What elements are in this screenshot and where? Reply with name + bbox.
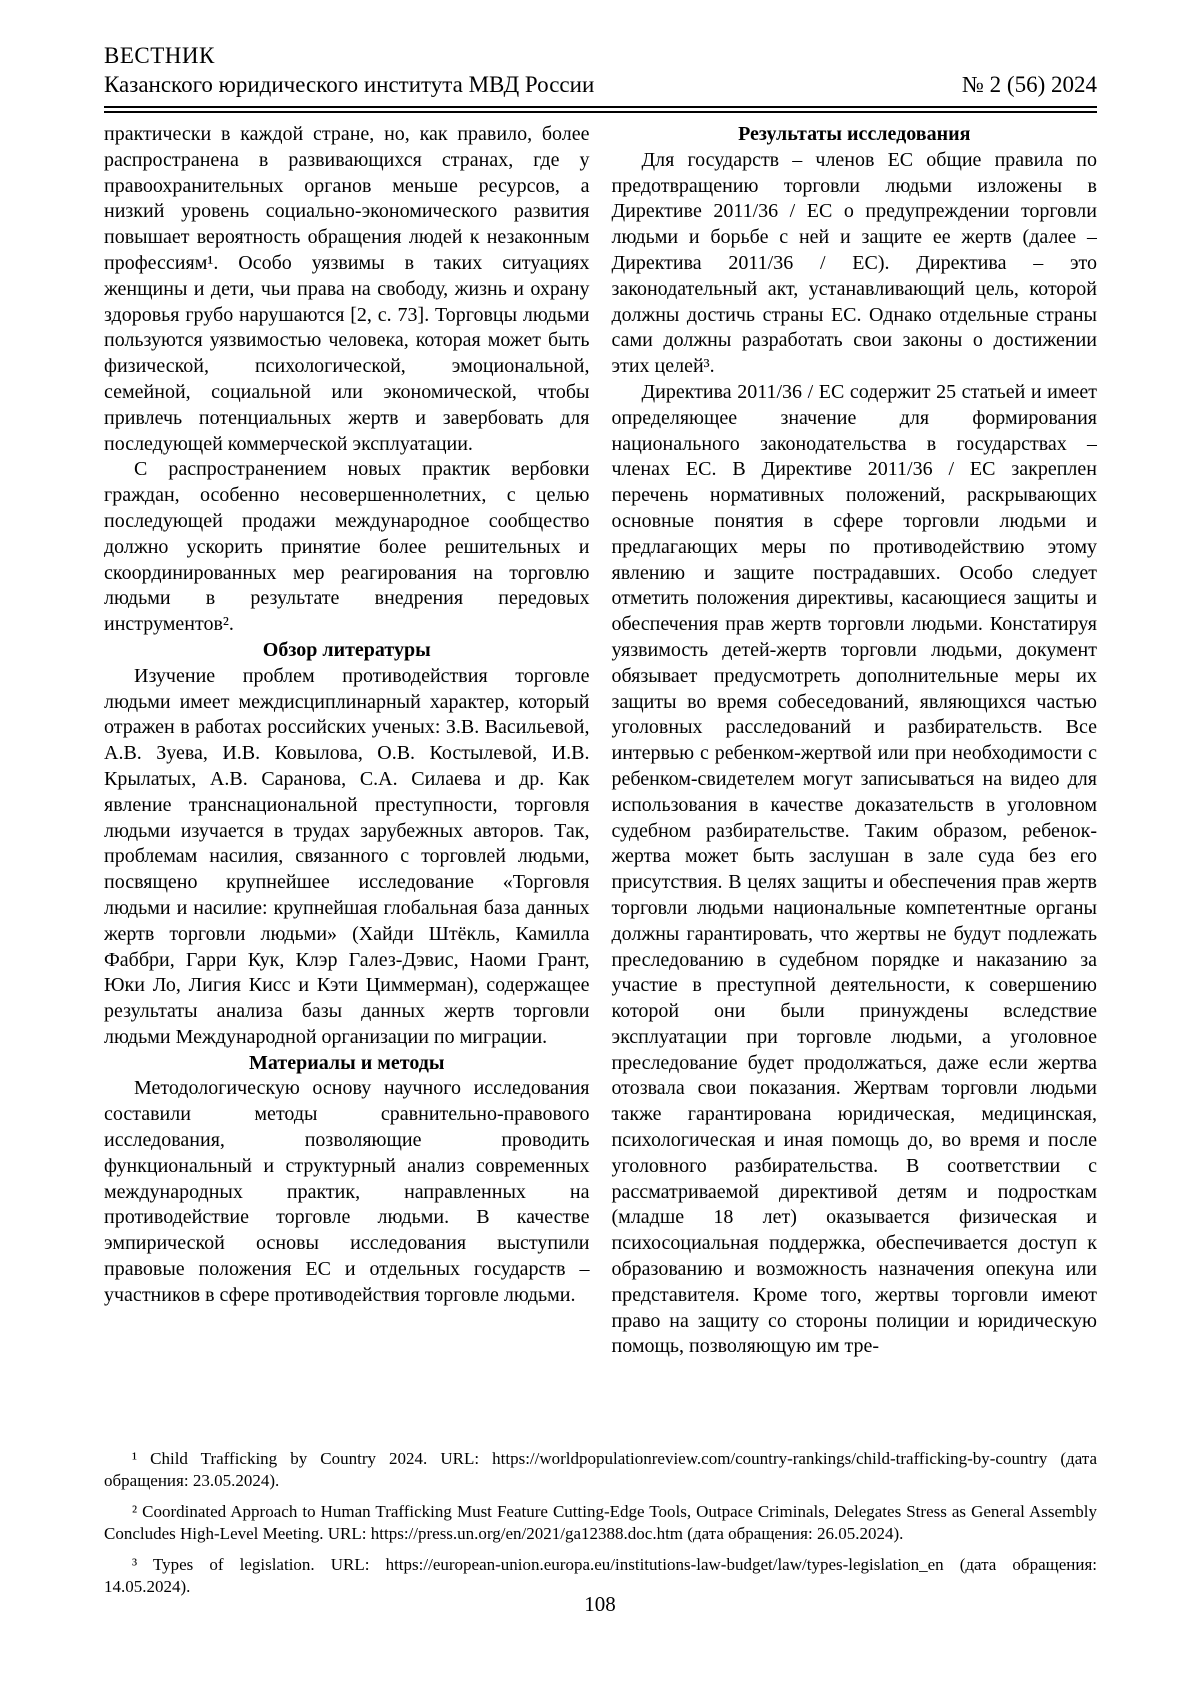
paragraph: Изучение проблем противодействия торговле людьми имеет междисциплинарный характер, который отражен в работах российских ученых: З.В. Васильевой, А.В. Зуева, И.В. Ковылова, О.В. Костылевой, И.В. Крылатых, А.В. Саранова, С.А. Силаева и др. Как явление транснациональной преступности, торговля людьми изучается в трудах зарубежных авторов. Так, проблемам насилия, связанного с торговлей людьми, посвящено крупнейшее исследование «Торговля людьми и насилие: крупнейшая глобальная база данных жертв торговли людьми» (Хайди Штёкль, Камилла Фаббри, Гарри Кук, Клэр Галез-Дэвис, Наоми Грант, Юки Ло, Лигия Кисс и Кэти Циммерман), содержащее результаты анализа базы данных жертв торговли людьми Международной организации по миграции. (104, 664, 590, 1048)
section-heading: Обзор литературы (262, 638, 431, 661)
section-heading: Материалы и методы (249, 1051, 445, 1074)
header-divider-rule (104, 106, 1097, 113)
right-column (612, 122, 1098, 1447)
article-body (104, 122, 1097, 1447)
journal-title-line2: Казанского юридического института МВД России (104, 72, 595, 97)
section-heading: Результаты исследования (738, 123, 971, 145)
footnote-item: ¹ Child Trafficking by Country 2024. URL: https://worldpopulationreview.com/country-rankings/child-trafficking-by-country (дата обращения: 23.05.2024). (104, 1449, 1097, 1490)
left-column (104, 122, 590, 1447)
paragraph: практически в каждой стране, но, как правило, более распространена в развивающихся странах, где у правоохранительных органов меньше ресурсов, а низкий уровень социально-экономического развития повышает вероятность обращения людей к незаконным профессиям¹. Особо уязвимы в таких ситуациях женщины и дети, чьи права на свободу, жизнь и охрану здоровья грубо нарушаются [2, с. 73]. Торговцы людьми пользуются уязвимостью человека, которая может быть физической, психологической, эмоциональной, семейной, социальной или экономической, чтобы привлечь потенциальных жертв и завербовать для последующей коммерческой эксплуатации. (104, 123, 590, 455)
paragraph: Методологическую основу научного исследования составили методы сравнительно-правового исследования, позволяющие проводить функциональный и структурный анализ современных международных практик, направленных на противодействие торговле людьми. В качестве эмпирической основы исследования выступили правовые положения ЕС и отдельных государств – участников в сфере противодействия торговле людьми. (104, 1077, 590, 1306)
page-header (104, 42, 1097, 113)
journal-header-row (104, 70, 1097, 100)
footnote-item: ² Coordinated Approach to Human Trafficking Must Feature Cutting-Edge Tools, Outpace Criminals, Delegates Stress as General Assembly Concludes High-Level Meeting. URL: https://press.un.org/en/2021/ga12388.doc.htm (дата обращения: 26.05.2024). (104, 1502, 1097, 1543)
paragraph: С распространением новых практик вербовки граждан, особенно несовершеннолетних, с целью последующей продажи международное сообщество должно ускорить принятие более решительных и скоординированных мер реагирования на торговлю людьми в результате внедрения передовых инструментов². (104, 458, 590, 636)
paragraph: Для государств – членов ЕС общие правила по предотвращению торговли людьми изложены в Директиве 2011/36 / ЕС о предупреждении торговли людьми и борьбе с ней и защите ее жертв (далее – Директива 2011/36 / ЕС). Директива – это законодательный акт, устанавливающий цель, которой должны достичь страны ЕС. Однако отдельные страны сами должны разработать свои законы о достижении этих целей³. (611, 148, 1097, 378)
paragraph: Директива 2011/36 / ЕС содержит 25 статьей и имеет определяющее значение для формирования национального законодательства в государствах – членах ЕС. В Директиве 2011/36 / ЕС закреплен перечень нормативных положений, раскрывающих основные понятия в сфере торговли людьми и предлагающих меры по противодействию этому явлению и защите пострадавших. Особо следует отметить положения директивы, касающиеся защиты и обеспечения прав жертв торговли людьми. Констатируя уязвимость детей-жертв торговли людьми, документ обязывает предусмотреть дополнительные меры их защиты во время собеседований, являющихся частью уголовных расследований и разбирательств. Все интервью с ребенком-жертвой или при необходимости с ребенком-свидетелем могут записываться на видео для использования в качестве доказательств в уголовном судебном разбирательстве. Таким образом, ребенок-жертва может быть заслушан в зале суда без его присутствия. В целях защиты и обеспечения прав жертв торговли людьми национальные компетентные органы должны гарантировать, что жертвы не будут подлежать преследованию в судебном порядке и наказанию за участие в преступной деятельности, к совершению которой они были принуждены вследствие эксплуатации при торговле людьми, а уголовное преследование будет продолжаться, даже если жертва отозвала свои показания. Жертвам торговли людьми также гарантирована юридическая, медицинская, психологическая и иная помощь до, во время и после уголовного разбирательства. В соответствии с рассматриваемой директивой детям и подросткам (младше 18 лет) оказывается физическая и психосоциальная поддержка, обеспечивается доступ к образованию и возможность назначения опекуна или представителя. Кроме того, жертвы торговли имеют право на защиту со стороны полиции и юридическую помощь, позволяющую им тре- (611, 380, 1097, 1358)
issue-number: № 2 (56) 2024 (961, 72, 1097, 97)
page-number: 108 (584, 1592, 616, 1616)
journal-title-line1: ВЕСТНИК (104, 43, 215, 68)
footnote-item: ³ Types of legislation. URL: https://european-union.europa.eu/institutions-law-budget/law/types-legislation_en (дата обращения: 14.05.2024). (104, 1555, 1097, 1596)
footnotes-section (104, 1448, 1097, 1607)
